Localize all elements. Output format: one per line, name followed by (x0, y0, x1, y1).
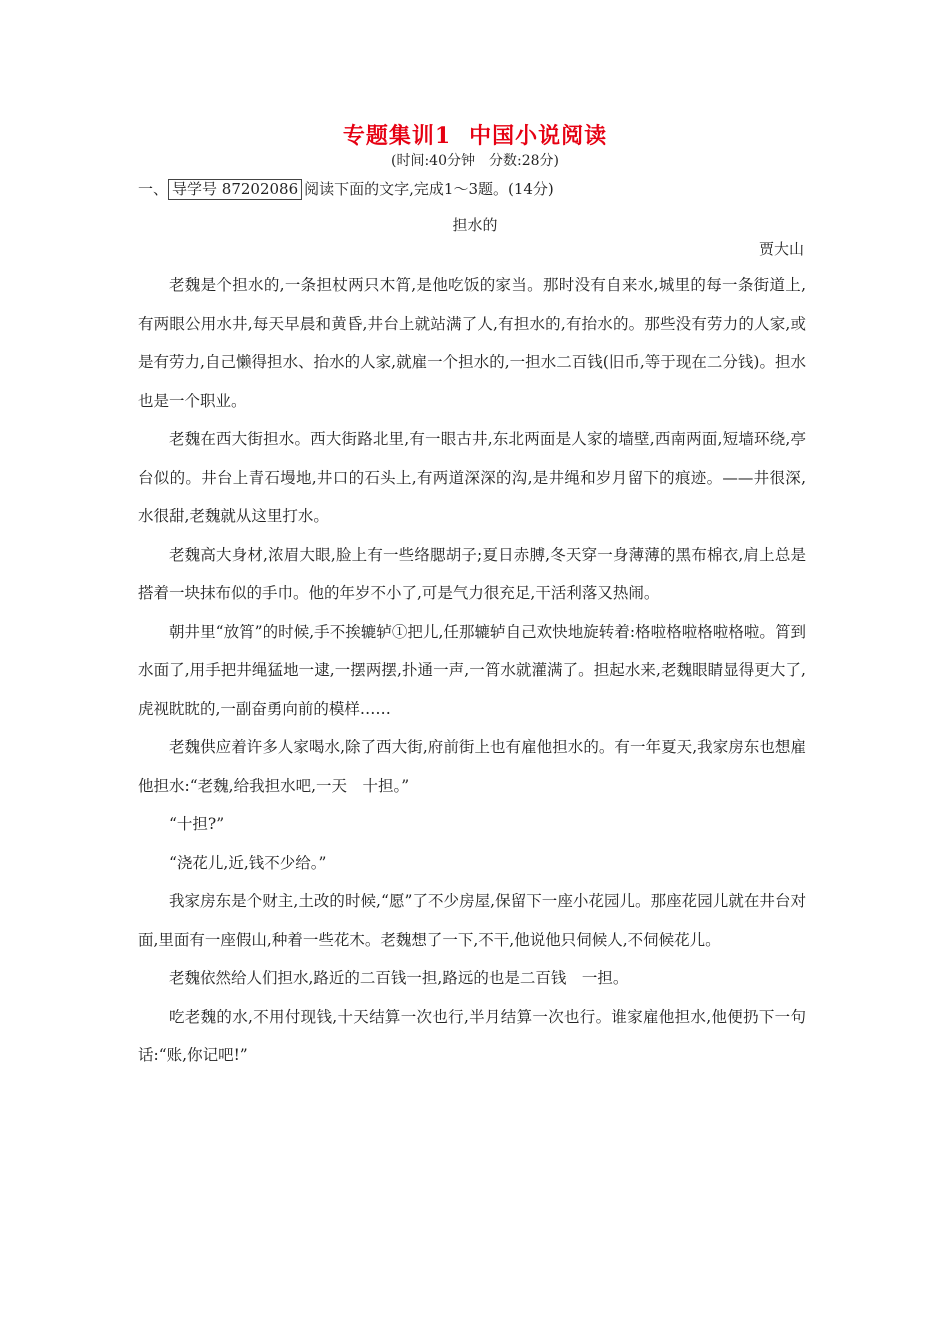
page-title (0, 121, 950, 151)
story-paragraph: 我家房东是个财主,土改的时候,“愿”了不少房屋,保留下一座小花园儿。那座花园儿就在井台对面,里面有一座假山,种着一些花木。老魏想了一下,不干,他说他只伺候人,不伺候花儿。 (138, 892, 806, 949)
title-series: 专题集训1 (342, 123, 452, 149)
question-instruction: 阅读下面的文字,完成1～3题。(14分) (304, 180, 554, 198)
question-number: 一、 (138, 180, 169, 198)
story-paragraph: “十担?” (169, 815, 225, 833)
story-paragraph: 朝井里“放筲”的时候,手不挨辘轳①把儿,任那辘轳自己欢快地旋转着:格啦格啦格啦格啦。筲到水面了,用手把井绳猛地一逮,一摆两摆,扑通一声,一筲水就灌满了。担起水来,老魏眼睛显得更大了,虎视眈眈的,一副奋勇向前的模样…… (138, 622, 806, 718)
story-paragraph: “浇花儿,近,钱不少给。” (169, 853, 327, 872)
title-topic: 中国小说阅读 (469, 123, 608, 149)
guide-number-badge: 导学号 87202086 (168, 179, 302, 200)
story-paragraph: 老魏依然给人们担水,路近的二百钱一担,路远的也是二百钱 一担。 (169, 969, 629, 987)
story-paragraph: 吃老魏的水,不用付现钱,十天结算一次也行,半月结算一次也行。谁家雇他担水,他便扔下一句话:“账,你记吧!” (138, 1007, 806, 1064)
story-body (138, 266, 806, 1075)
time-score-info: (时间:40分钟 分数:28分) (391, 153, 559, 169)
story-paragraph: 老魏在西大街担水。西大街路北里,有一眼古井,东北两面是人家的墙壁,西南两面,短墙环绕,亭台似的。井台上青石墁地,井口的石头上,有两道深深的沟,是井绳和岁月留下的痕迹。——井很深,水很甜,老魏就从这里打水。 (138, 430, 806, 525)
story-title: 担水的 (452, 216, 498, 234)
story-paragraph: 老魏是个担水的,一条担杖两只木筲,是他吃饭的家当。那时没有自来水,城里的每一条街道上,有两眼公用水井,每天早晨和黄昏,井台上就站满了人,有担水的,有抬水的。那些没有劳力的人家,或是有劳力,自己懒得担水、抬水的人家,就雇一个担水的,一担水二百钱(旧币,等于现在二分钱)。担水也是一个职业。 (138, 276, 806, 410)
question-header (138, 178, 554, 200)
story-paragraph: 老魏高大身材,浓眉大眼,脸上有一些络腮胡子;夏日赤膊,冬天穿一身薄薄的黑布棉衣,肩上总是搭着一块抹布似的手巾。他的年岁不小了,可是气力很充足,干活利落又热闹。 (138, 545, 806, 602)
story-paragraph: 老魏供应着许多人家喝水,除了西大街,府前街上也有雇他担水的。有一年夏天,我家房东也想雇他担水:“老魏,给我担水吧,一天 十担。” (138, 738, 806, 795)
story-author: 贾大山 (758, 240, 804, 258)
